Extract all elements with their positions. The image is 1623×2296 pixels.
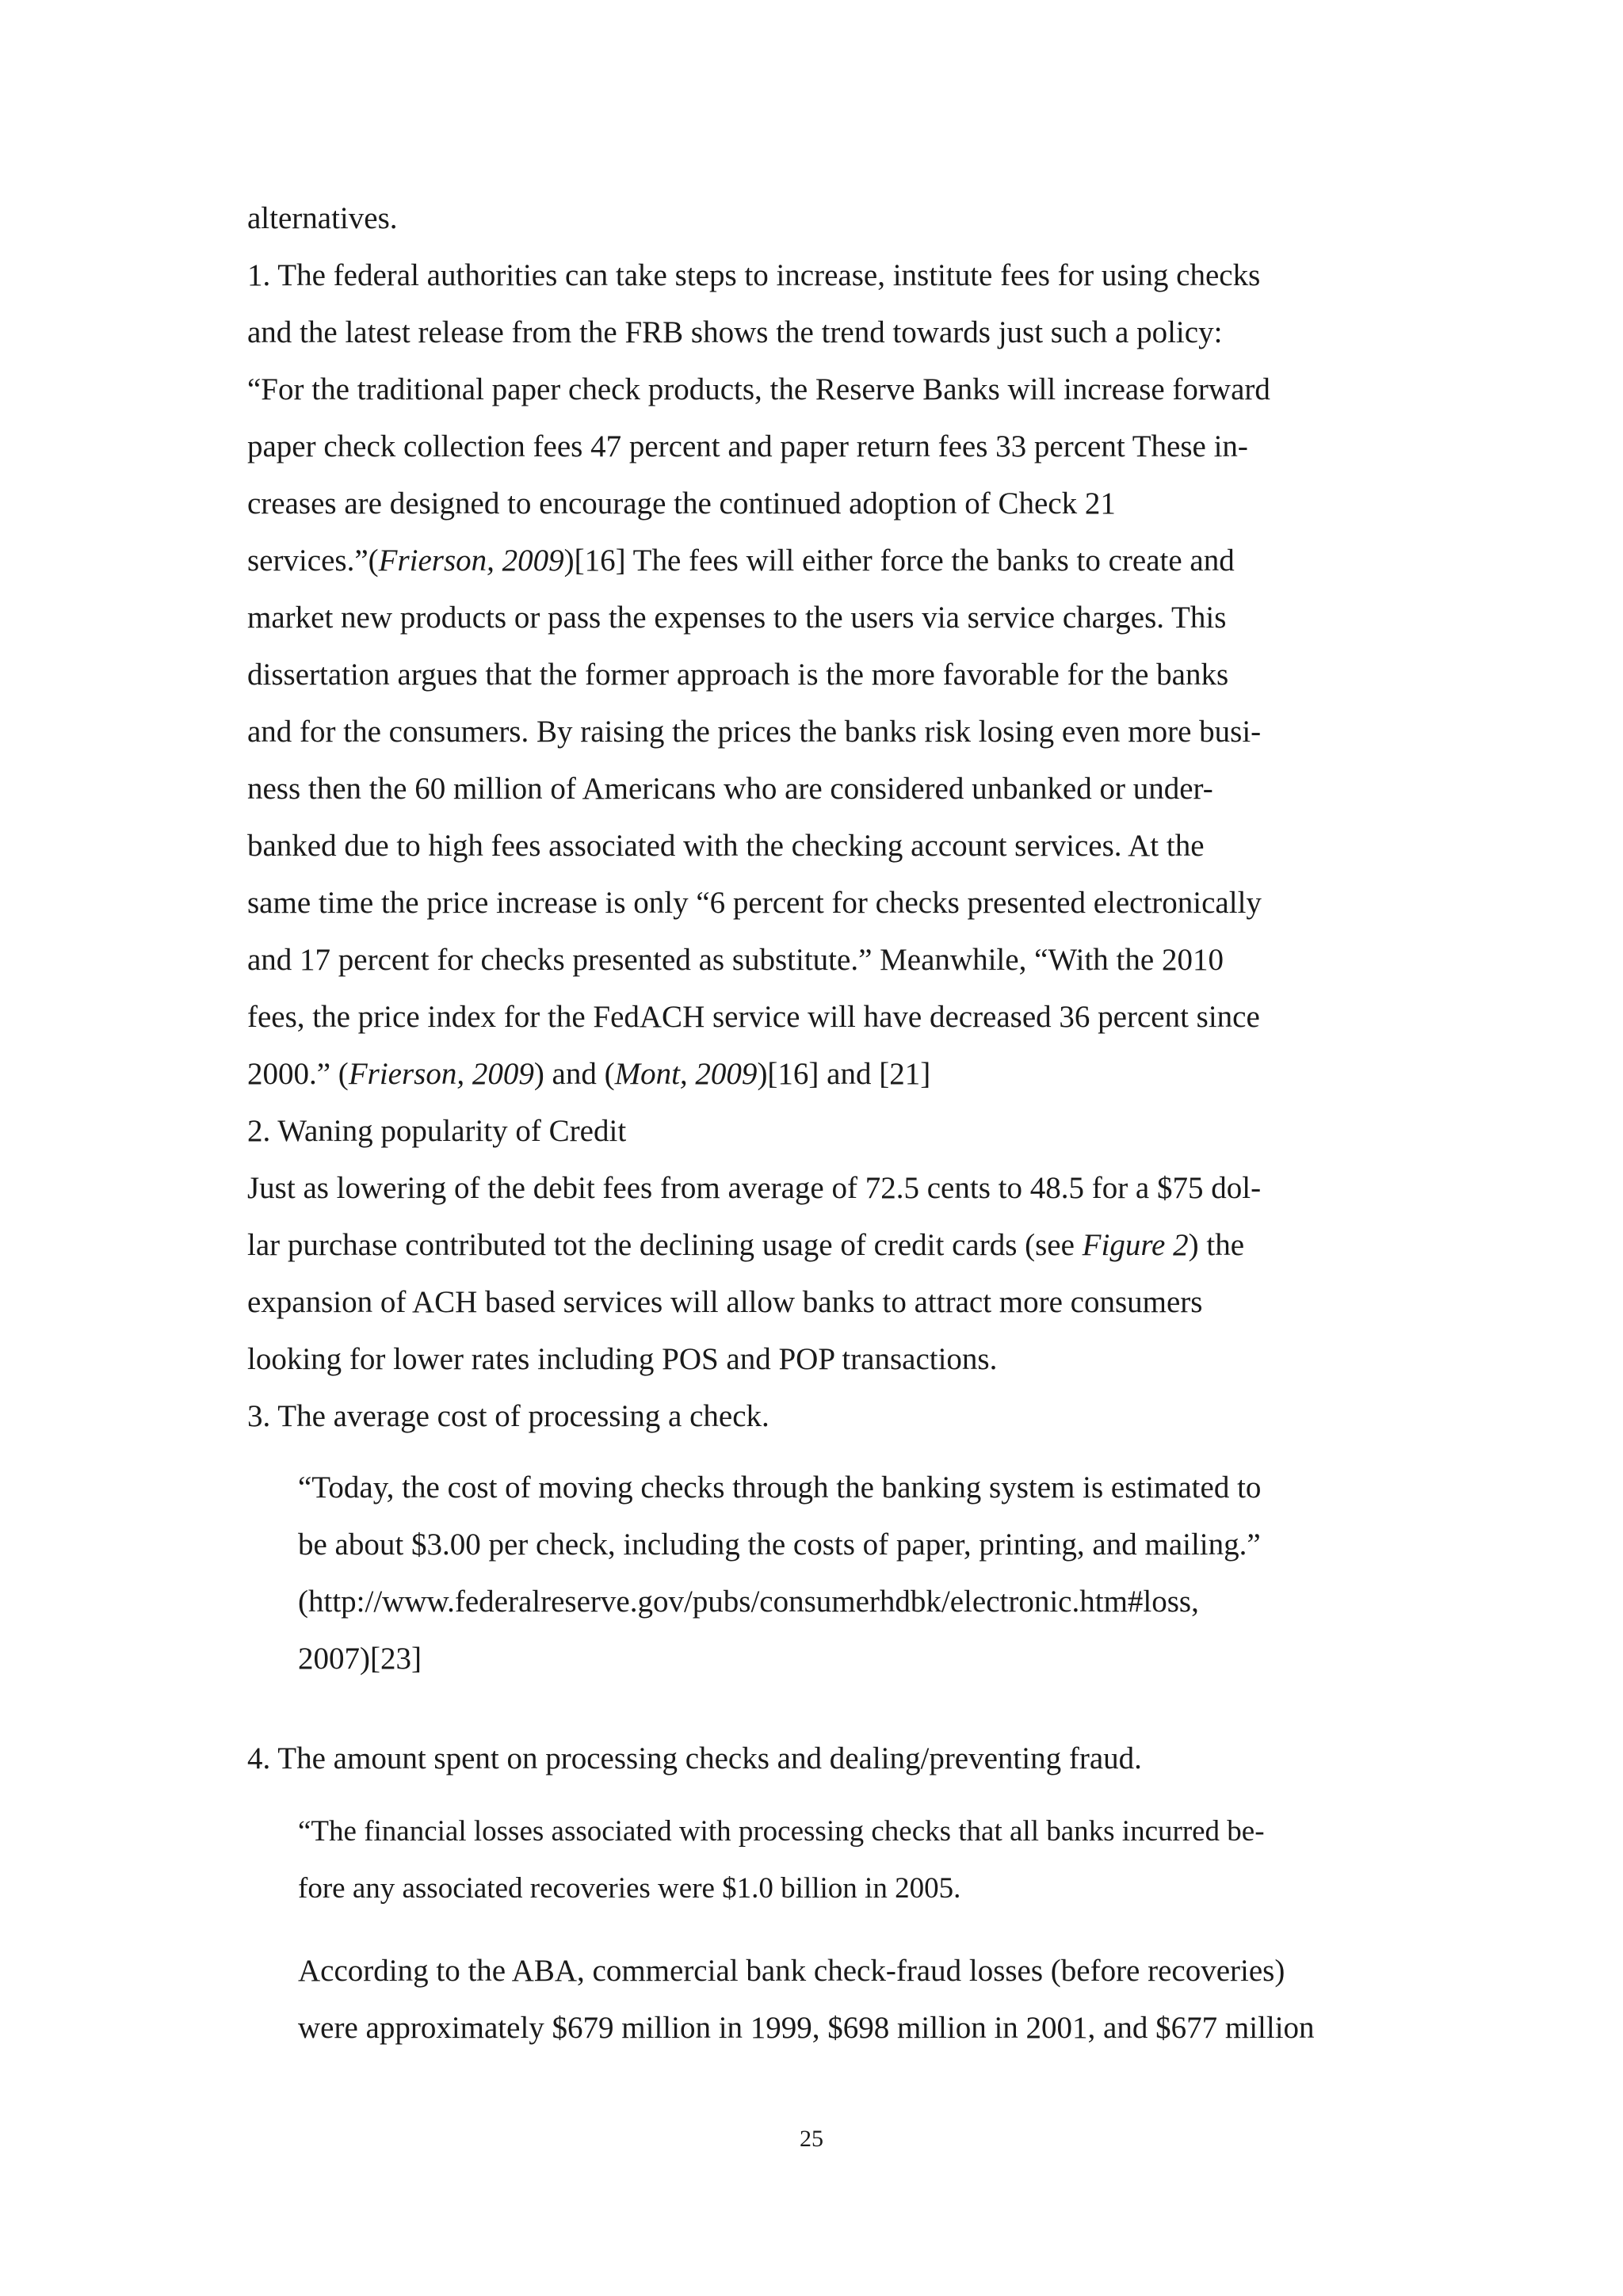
italic-text: Frierson, 2009 (378, 543, 564, 578)
text-line (247, 1171, 1373, 1206)
text-run: 2007)[23] (298, 1642, 422, 1676)
text-run: services.”( (247, 543, 379, 578)
text-run: )[16] The fees will either force the banks to create and (563, 543, 1235, 578)
text-line (247, 1057, 1373, 1092)
text-run: “For the traditional paper check products, the Reserve Banks will increase forward (247, 372, 1270, 406)
text-run: “Today, the cost of moving checks through the banking system is estimated to (298, 1470, 1262, 1505)
text-line (247, 258, 1373, 293)
text-run: were approximately $679 million in 1999, $698 million in 2001, and $677 million (298, 2011, 1315, 2045)
italic-text: Mont, 2009 (614, 1057, 758, 1091)
text-run: and for the consumers. By raising the prices the banks risk losing even more busi- (247, 715, 1262, 749)
text-line (247, 1228, 1373, 1263)
text-line (247, 315, 1373, 350)
text-run: 3. The average cost of processing a check. (247, 1399, 769, 1433)
text-run: (http://www.federalreserve.gov/pubs/consumerhdbk/electronic.htm#loss, (298, 1585, 1199, 1619)
text-run: “The financial losses associated with processing checks that all banks incurred be- (298, 1815, 1265, 1848)
italic-text: Frierson, 2009 (348, 1057, 534, 1091)
quote-line (298, 1527, 1373, 1562)
quote-line (298, 1642, 1373, 1676)
text-run: ) and ( (533, 1057, 615, 1091)
text-run: 4. The amount spent on processing checks and dealing/preventing fraud. (247, 1741, 1142, 1775)
text-line (247, 829, 1373, 864)
text-run: )[16] and [21] (757, 1057, 931, 1091)
text-run: alternatives. (247, 201, 398, 235)
text-line (247, 943, 1373, 978)
text-run: According to the ABA, commercial bank check-fraud losses (before recoveries) (298, 1954, 1285, 1988)
text-run: Just as lowering of the debit fees from average of 72.5 cents to 48.5 for a $75 dol- (247, 1171, 1262, 1205)
text-line (247, 486, 1373, 521)
italic-text: Figure 2 (1082, 1228, 1189, 1262)
quote-line (298, 1954, 1373, 1989)
text-run: same time the price increase is only “6 percent for checks presented electronically (247, 886, 1262, 920)
text-line (247, 201, 1373, 236)
text-run: fore any associated recoveries were $1.0 billion in 2005. (298, 1872, 961, 1905)
text-run: banked due to high fees associated with the checking account services. At the (247, 829, 1205, 863)
text-run: 2. Waning popularity of Credit (247, 1114, 627, 1148)
text-run: looking for lower rates including POS and POP transactions. (247, 1342, 998, 1376)
text-run: lar purchase contributed tot the declining usage of credit cards (see (247, 1228, 1083, 1262)
text-line (247, 886, 1373, 921)
text-line (247, 1741, 1373, 1776)
text-line (247, 658, 1373, 692)
text-run: and 17 percent for checks presented as substitute.” Meanwhile, “With the 2010 (247, 943, 1224, 977)
text-line (247, 715, 1373, 749)
text-run: be about $3.00 per check, including the costs of paper, printing, and mailing.” (298, 1527, 1261, 1562)
text-run: 2000.” ( (247, 1057, 349, 1091)
quote-line (298, 1470, 1373, 1505)
text-line (247, 1000, 1373, 1035)
text-run: 1. The federal authorities can take steps to increase, institute fees for using checks (247, 258, 1261, 292)
text-run: ) the (1188, 1228, 1245, 1262)
text-run: creases are designed to encourage the continued adoption of Check 21 (247, 486, 1116, 521)
page-number: 25 (800, 2126, 823, 2152)
text-run: fees, the price index for the FedACH service will have decreased 36 percent since (247, 1000, 1260, 1034)
text-run: ness then the 60 million of Americans who are considered unbanked or under- (247, 772, 1213, 806)
text-line (247, 772, 1373, 807)
text-line (247, 1399, 1373, 1434)
quote-line (298, 1871, 1373, 1906)
text-line (247, 601, 1373, 635)
text-line (247, 1285, 1373, 1320)
text-line (247, 372, 1373, 407)
text-line (247, 543, 1373, 578)
text-line (247, 1114, 1373, 1149)
text-run: dissertation argues that the former approach is the more favorable for the banks (247, 658, 1229, 692)
text-run: and the latest release from the FRB shows the trend towards just such a policy: (247, 315, 1223, 349)
text-line (247, 1342, 1373, 1377)
quote-line (298, 2011, 1373, 2046)
text-line (247, 429, 1373, 464)
quote-line (298, 1585, 1373, 1619)
text-run: paper check collection fees 47 percent and paper return fees 33 percent These in- (247, 429, 1248, 463)
quote-line (298, 1814, 1373, 1849)
text-run: market new products or pass the expenses to the users via service charges. This (247, 601, 1227, 635)
text-run: expansion of ACH based services will allow banks to attract more consumers (247, 1285, 1203, 1319)
